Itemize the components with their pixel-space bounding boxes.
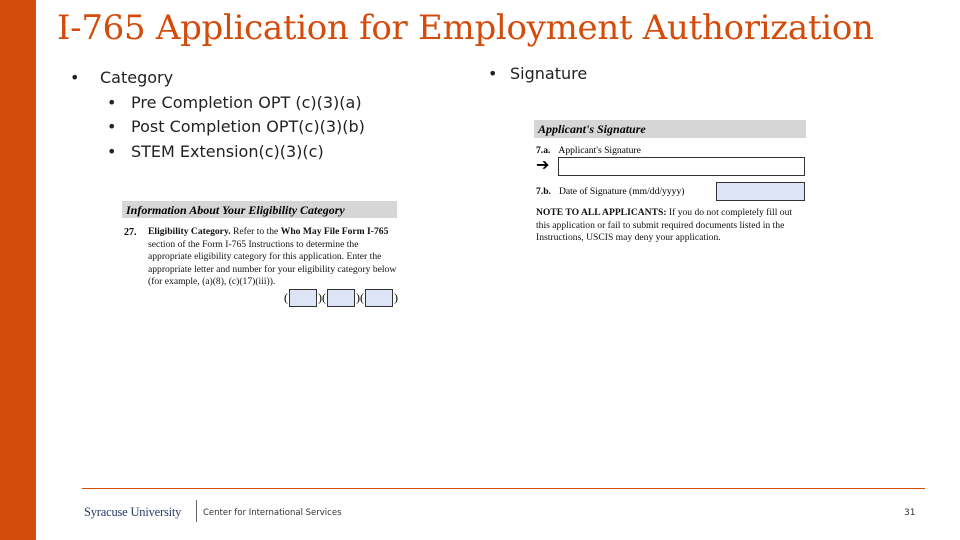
footer-divider-line [82,488,925,489]
eligibility-form-excerpt [122,201,397,313]
eligibility-instructions-bold: Eligibility Category. [148,226,231,237]
eligibility-box-2[interactable] [327,289,355,307]
item-7b-label: Date of Signature (mm/dd/yyyy) [558,186,685,197]
footer-vertical-divider [196,500,197,522]
date-label [536,186,684,197]
slide-title: I-765 Application for Employment Authorization [57,8,874,48]
item-7a-number: 7.a. [536,145,551,156]
item-7b-number: 7.b. [536,186,551,197]
item-7a-label: Applicant's Signature [558,145,641,156]
eligibility-form-header: Information About Your Eligibility Category [122,201,397,218]
category-bullet: • Category [70,66,365,91]
sub-bullet-post-completion: • Post Completion OPT(c)(3)(b) [70,115,365,140]
eligibility-item-number: 27. [124,227,137,238]
note-to-applicants [536,207,808,245]
signature-bullet-text: Signature [510,64,588,83]
note-text: If you do not completely fill out this application or fail to submit required documents listed in the Instructions, USCIS may deny your application. [536,207,793,244]
eligibility-box-1[interactable] [289,289,317,307]
eligibility-box-3[interactable] [365,289,393,307]
orange-sidebar [0,0,36,540]
eligibility-category-boxes: ( )( )( ) [284,289,398,307]
sub-bullet-stem-extension: • STEM Extension(c)(3)(c) [70,140,365,165]
signature-bullet [488,64,587,83]
sub-bullet-pre-completion: • Pre Completion OPT (c)(3)(a) [70,91,365,116]
signature-form-excerpt [534,120,806,250]
date-of-signature-field[interactable] [716,182,805,201]
category-bullets [70,66,365,164]
eligibility-instructions-bold-2: Who May File Form I-765 [280,226,389,237]
signature-label [536,145,641,156]
page-number: 31 [904,508,916,518]
eligibility-instructions-text-2: section of the Form I-765 Instructions to determine the appropriate eligibility category for this application. Enter the appropriate letter and number for your eligibility category below (for example, (a)(8), (c)(17)(iii)). [148,238,397,288]
eligibility-instructions [148,226,400,289]
syracuse-university-logo: Syracuse University [84,505,182,519]
signature-form-header: Applicant's Signature [534,120,806,138]
footer-organization: Center for International Services [203,508,342,518]
arrow-right-icon: ➔ [536,157,550,174]
signature-field[interactable] [558,157,805,176]
eligibility-instructions-text-1: Refer to the [230,226,281,237]
note-bold: NOTE TO ALL APPLICANTS: [536,207,667,218]
